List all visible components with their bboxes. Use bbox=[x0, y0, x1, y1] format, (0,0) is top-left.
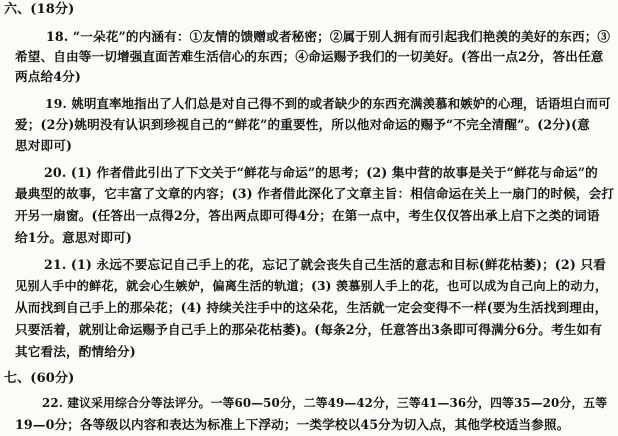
q22-line-2: 19—0分；各等级以内容和表达为标准上下浮动；一类学校以45分为切入点，其他学校适当参照。 bbox=[15, 417, 570, 432]
q18-line-1: 18. “一朵花”的内涵有：①友情的馈赠或者秘密；②属于别人拥有而引起我们艳羡的美好的东西；③ bbox=[46, 29, 611, 44]
q21-line-5: 其它看法，酌情给分) bbox=[15, 344, 136, 359]
q21-line-2: 见别人手中的鲜花，就会心生嫉妒，偏离生活的轨道；(3) 羡慕别人手上的花，也可以成为自己向上的动力， bbox=[15, 279, 608, 293]
q20-line-3: 开另一扇窗。(任答出一点得2分，答出两点即可得4分；在第一点中，考生仅仅答出承上启下之类的词语 bbox=[15, 208, 600, 223]
q18-line-3: 两点给4分) bbox=[15, 69, 81, 84]
q18-line-2: 希望、自由等一切增强直面苦难生活信心的东西；④命运赐予我们的一切美好。(答出一点2分，答出任意 bbox=[15, 49, 604, 64]
q21-line-4: 只要活着，就别让命运赐予自己手上的那朵花枯萎)。(每条2分，任意答出3条即可得满分6分。考生如有 bbox=[15, 322, 602, 337]
q20-line-2: 最典型的故事，它丰富了文章的内容；(3) 作者借此深化了文章主旨：相信命运在关上一扇门的时候，会打 bbox=[15, 186, 615, 201]
q19-line-1: 19. 姚明直率地指出了人们总是对自己得不到的或者缺少的东西充满羡慕和嫉妒的心理，话语坦白而可 bbox=[45, 96, 611, 111]
q19-line-3: 思对即可) bbox=[15, 138, 73, 153]
section-6-header: 六、(18分) bbox=[4, 2, 75, 17]
section-7-header: 七、(60分) bbox=[4, 371, 75, 386]
q20-line-4: 给1分。意思对即可) bbox=[15, 230, 132, 245]
q20-line-1: 20. (1) 作者借此引出了下文关于“鲜花与命运”的思考；(2) 集中营的故事是关于“鲜花与命运”的 bbox=[44, 165, 598, 180]
q22-line-1: 22. 建议采用综合分等法评分。一等60—50分，二等49—42分，三等41—36分，四等35—20分，五等 bbox=[42, 396, 608, 410]
q21-line-3: 从而找到自己手上的那朵花；(4) 持续关注手中的这朵花，生活就一定会变得不一样(要为生活找到理由， bbox=[15, 300, 608, 315]
q21-line-1: 21. (1) 永远不要忘记自己手上的花，忘记了就会丧失自己生活的意志和目标(鲜花枯萎)；(2) 只看 bbox=[44, 257, 606, 272]
q19-line-2: 爱；(2分)姚明没有认识到珍视自己的“鲜花”的重要性，所以他对命运的赐予“不完全清醒”。(2分)(意 bbox=[15, 117, 590, 132]
